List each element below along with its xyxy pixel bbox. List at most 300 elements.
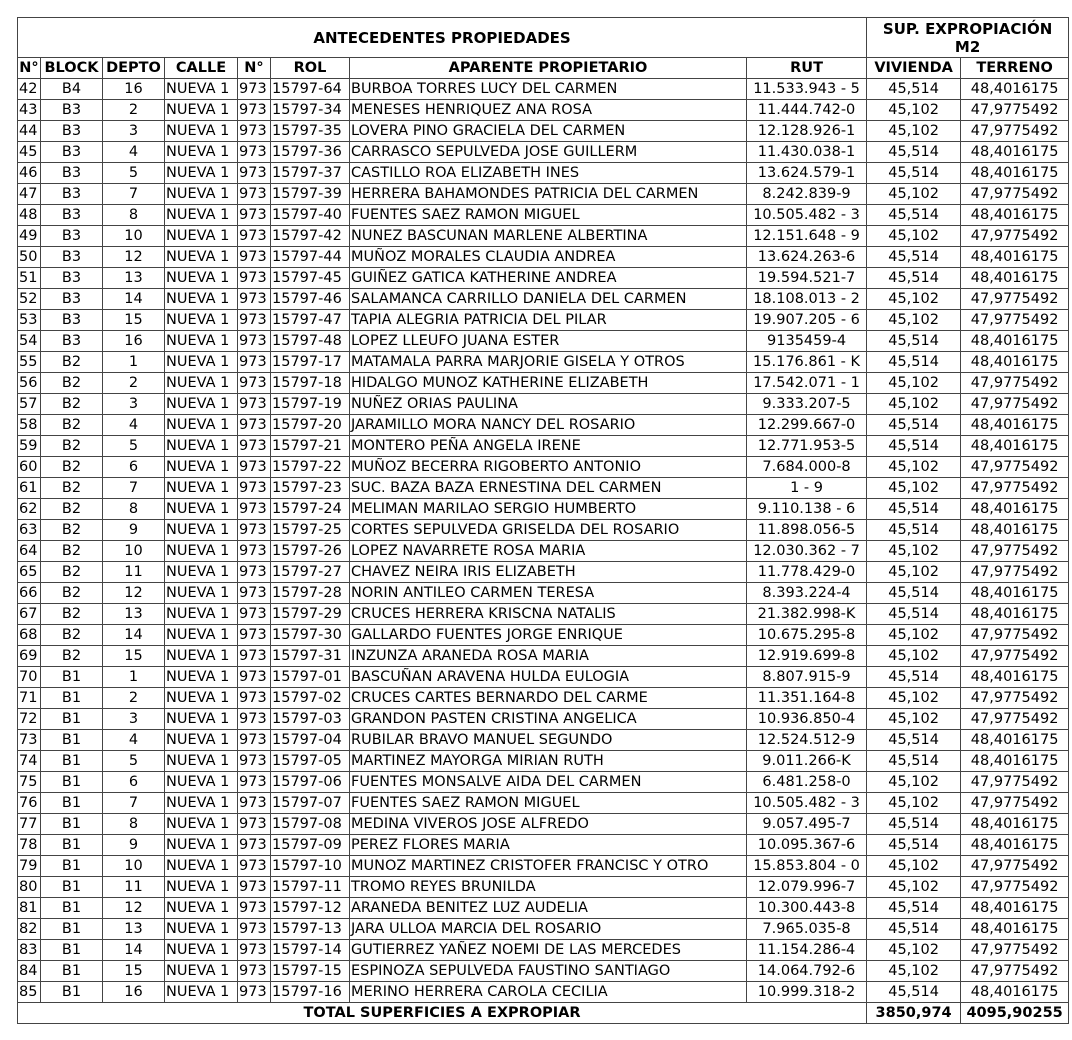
cell-calle: NUEVA 1: [165, 562, 238, 583]
cell-rut: 11.898.056-5: [747, 520, 867, 541]
cell-rol: 15797-22: [271, 457, 350, 478]
cell-num: 66: [18, 583, 41, 604]
cell-propietario: INZUNZA ARANEDA ROSA MARIA: [350, 646, 747, 667]
cell-terreno: 47,9775492: [961, 226, 1069, 247]
cell-propietario: NUNEZ BASCUNAN MARLENE ALBERTINA: [350, 226, 747, 247]
cell-calle: NUEVA 1: [165, 835, 238, 856]
table-row: [18, 310, 1069, 331]
cell-propietario: CRUCES CARTES BERNARDO DEL CARME: [350, 688, 747, 709]
cell-numero: 973: [238, 268, 271, 289]
cell-terreno: 48,4016175: [961, 205, 1069, 226]
cell-block: B2: [41, 478, 103, 499]
cell-block: B3: [41, 142, 103, 163]
table-body: [18, 79, 1069, 1003]
cell-rol: 15797-10: [271, 856, 350, 877]
cell-terreno: 48,4016175: [961, 352, 1069, 373]
cell-rut: 12.919.699-8: [747, 646, 867, 667]
cell-rol: 15797-09: [271, 835, 350, 856]
cell-propietario: GUTIERREZ YAÑEZ NOEMI DE LAS MERCEDES: [350, 940, 747, 961]
cell-vivienda: 45,102: [867, 562, 961, 583]
cell-terreno: 48,4016175: [961, 667, 1069, 688]
cell-terreno: 47,9775492: [961, 289, 1069, 310]
cell-block: B3: [41, 289, 103, 310]
table-row: [18, 478, 1069, 499]
table-row: [18, 751, 1069, 772]
cell-numero: 973: [238, 415, 271, 436]
cell-rol: 15797-40: [271, 205, 350, 226]
cell-block: B1: [41, 709, 103, 730]
cell-numero: 973: [238, 667, 271, 688]
table-row: [18, 457, 1069, 478]
cell-numero: 973: [238, 142, 271, 163]
cell-terreno: 48,4016175: [961, 520, 1069, 541]
cell-propietario: CARRASCO SEPULVEDA JOSE GUILLERM: [350, 142, 747, 163]
cell-terreno: 47,9775492: [961, 940, 1069, 961]
cell-vivienda: 45,514: [867, 982, 961, 1003]
cell-rol: 15797-46: [271, 289, 350, 310]
cell-vivienda: 45,102: [867, 226, 961, 247]
cell-num: 48: [18, 205, 41, 226]
cell-terreno: 47,9775492: [961, 121, 1069, 142]
cell-numero: 973: [238, 352, 271, 373]
table-row: [18, 541, 1069, 562]
cell-terreno: 48,4016175: [961, 730, 1069, 751]
cell-depto: 11: [103, 562, 165, 583]
cell-terreno: 48,4016175: [961, 751, 1069, 772]
cell-block: B2: [41, 373, 103, 394]
cell-rol: 15797-44: [271, 247, 350, 268]
cell-numero: 973: [238, 772, 271, 793]
cell-depto: 13: [103, 604, 165, 625]
table-row: [18, 163, 1069, 184]
cell-calle: NUEVA 1: [165, 331, 238, 352]
table-row: [18, 688, 1069, 709]
cell-vivienda: 45,514: [867, 898, 961, 919]
column-header-num: N°: [18, 58, 41, 79]
cell-calle: NUEVA 1: [165, 814, 238, 835]
cell-depto: 2: [103, 688, 165, 709]
cell-block: B1: [41, 793, 103, 814]
cell-numero: 973: [238, 394, 271, 415]
cell-depto: 16: [103, 982, 165, 1003]
cell-numero: 973: [238, 814, 271, 835]
cell-numero: 973: [238, 373, 271, 394]
cell-num: 51: [18, 268, 41, 289]
cell-rol: 15797-01: [271, 667, 350, 688]
cell-rut: 10.675.295-8: [747, 625, 867, 646]
cell-depto: 11: [103, 877, 165, 898]
cell-block: B1: [41, 877, 103, 898]
table-row: [18, 352, 1069, 373]
cell-depto: 10: [103, 541, 165, 562]
column-header-propietario: APARENTE PROPIETARIO: [350, 58, 747, 79]
cell-vivienda: 45,514: [867, 79, 961, 100]
cell-rut: 10.505.482 - 3: [747, 205, 867, 226]
cell-calle: NUEVA 1: [165, 79, 238, 100]
cell-num: 68: [18, 625, 41, 646]
cell-vivienda: 45,102: [867, 457, 961, 478]
cell-rut: 9.110.138 - 6: [747, 499, 867, 520]
cell-propietario: NORIN ANTILEO CARMEN TERESA: [350, 583, 747, 604]
cell-rut: 21.382.998-K: [747, 604, 867, 625]
cell-propietario: BURBOA TORRES LUCY DEL CARMEN: [350, 79, 747, 100]
cell-calle: NUEVA 1: [165, 583, 238, 604]
cell-rut: 13.624.263-6: [747, 247, 867, 268]
cell-block: B1: [41, 688, 103, 709]
cell-propietario: GRANDON PASTEN CRISTINA ANGELICA: [350, 709, 747, 730]
cell-vivienda: 45,514: [867, 331, 961, 352]
column-header-numero: N°: [238, 58, 271, 79]
total-vivienda: 3850,974: [867, 1003, 961, 1024]
cell-calle: NUEVA 1: [165, 268, 238, 289]
cell-propietario: MARTINEZ MAYORGA MIRIAN RUTH: [350, 751, 747, 772]
cell-rol: 15797-17: [271, 352, 350, 373]
table-row: [18, 625, 1069, 646]
cell-num: 55: [18, 352, 41, 373]
cell-calle: NUEVA 1: [165, 310, 238, 331]
cell-calle: NUEVA 1: [165, 394, 238, 415]
cell-calle: NUEVA 1: [165, 625, 238, 646]
cell-depto: 3: [103, 709, 165, 730]
cell-depto: 12: [103, 247, 165, 268]
cell-vivienda: 45,514: [867, 751, 961, 772]
cell-depto: 8: [103, 205, 165, 226]
cell-calle: NUEVA 1: [165, 961, 238, 982]
total-label: TOTAL SUPERFICIES A EXPROPIAR: [18, 1003, 867, 1024]
cell-numero: 973: [238, 121, 271, 142]
cell-num: 46: [18, 163, 41, 184]
cell-terreno: 47,9775492: [961, 772, 1069, 793]
cell-propietario: CORTES SEPULVEDA GRISELDA DEL ROSARIO: [350, 520, 747, 541]
cell-terreno: 48,4016175: [961, 247, 1069, 268]
cell-block: B3: [41, 310, 103, 331]
cell-num: 61: [18, 478, 41, 499]
cell-num: 60: [18, 457, 41, 478]
table-row: [18, 814, 1069, 835]
cell-terreno: 47,9775492: [961, 373, 1069, 394]
table-row: [18, 562, 1069, 583]
cell-rol: 15797-35: [271, 121, 350, 142]
cell-propietario: HIDALGO MUNOZ KATHERINE ELIZABETH: [350, 373, 747, 394]
cell-vivienda: 45,102: [867, 541, 961, 562]
cell-propietario: MELIMAN MARILAO SERGIO HUMBERTO: [350, 499, 747, 520]
cell-num: 49: [18, 226, 41, 247]
cell-propietario: BASCUÑAN ARAVENA HULDA EULOGIA: [350, 667, 747, 688]
cell-numero: 973: [238, 646, 271, 667]
cell-rol: 15797-14: [271, 940, 350, 961]
cell-numero: 973: [238, 793, 271, 814]
cell-vivienda: 45,102: [867, 961, 961, 982]
cell-num: 73: [18, 730, 41, 751]
table-row: [18, 793, 1069, 814]
cell-rol: 15797-45: [271, 268, 350, 289]
cell-depto: 8: [103, 499, 165, 520]
table-row: [18, 79, 1069, 100]
cell-vivienda: 45,102: [867, 121, 961, 142]
cell-rol: 15797-02: [271, 688, 350, 709]
cell-vivienda: 45,514: [867, 268, 961, 289]
column-header-rol: ROL: [271, 58, 350, 79]
cell-numero: 973: [238, 331, 271, 352]
total-terreno: 4095,90255: [961, 1003, 1069, 1024]
cell-depto: 15: [103, 310, 165, 331]
cell-depto: 5: [103, 436, 165, 457]
properties-table: [17, 17, 1069, 1024]
cell-num: 42: [18, 79, 41, 100]
cell-numero: 973: [238, 541, 271, 562]
cell-num: 44: [18, 121, 41, 142]
cell-vivienda: 45,102: [867, 877, 961, 898]
cell-calle: NUEVA 1: [165, 121, 238, 142]
cell-calle: NUEVA 1: [165, 667, 238, 688]
cell-block: B2: [41, 352, 103, 373]
cell-terreno: 48,4016175: [961, 835, 1069, 856]
cell-propietario: MUÑOZ MORALES CLAUDIA ANDREA: [350, 247, 747, 268]
cell-block: B1: [41, 898, 103, 919]
cell-propietario: HERRERA BAHAMONDES PATRICIA DEL CARMEN: [350, 184, 747, 205]
cell-depto: 6: [103, 772, 165, 793]
cell-terreno: 48,4016175: [961, 898, 1069, 919]
cell-rut: 15.176.861 - K: [747, 352, 867, 373]
cell-terreno: 47,9775492: [961, 877, 1069, 898]
cell-calle: NUEVA 1: [165, 205, 238, 226]
cell-num: 53: [18, 310, 41, 331]
cell-terreno: 47,9775492: [961, 709, 1069, 730]
cell-block: B3: [41, 247, 103, 268]
cell-num: 78: [18, 835, 41, 856]
cell-rut: 9.333.207-5: [747, 394, 867, 415]
cell-block: B1: [41, 982, 103, 1003]
cell-block: B2: [41, 415, 103, 436]
cell-rut: 7.684.000-8: [747, 457, 867, 478]
cell-rut: 1 - 9: [747, 478, 867, 499]
cell-rol: 15797-05: [271, 751, 350, 772]
cell-rol: 15797-15: [271, 961, 350, 982]
cell-numero: 973: [238, 100, 271, 121]
cell-num: 62: [18, 499, 41, 520]
cell-block: B3: [41, 184, 103, 205]
cell-num: 59: [18, 436, 41, 457]
cell-propietario: RUBILAR BRAVO MANUEL SEGUNDO: [350, 730, 747, 751]
table-row: [18, 436, 1069, 457]
cell-rol: 15797-07: [271, 793, 350, 814]
table-row: [18, 289, 1069, 310]
cell-calle: NUEVA 1: [165, 499, 238, 520]
cell-propietario: FUENTES MONSALVE AIDA DEL CARMEN: [350, 772, 747, 793]
cell-calle: NUEVA 1: [165, 709, 238, 730]
cell-vivienda: 45,102: [867, 478, 961, 499]
cell-rut: 11.533.943 - 5: [747, 79, 867, 100]
cell-numero: 973: [238, 730, 271, 751]
cell-calle: NUEVA 1: [165, 541, 238, 562]
cell-block: B2: [41, 436, 103, 457]
cell-num: 64: [18, 541, 41, 562]
cell-vivienda: 45,514: [867, 499, 961, 520]
cell-vivienda: 45,514: [867, 520, 961, 541]
cell-block: B2: [41, 646, 103, 667]
cell-numero: 973: [238, 856, 271, 877]
cell-rol: 15797-42: [271, 226, 350, 247]
cell-calle: NUEVA 1: [165, 688, 238, 709]
table-row: [18, 940, 1069, 961]
cell-num: 77: [18, 814, 41, 835]
cell-terreno: 48,4016175: [961, 142, 1069, 163]
cell-rol: 15797-34: [271, 100, 350, 121]
cell-numero: 973: [238, 457, 271, 478]
cell-propietario: JARA ULLOA MARCIA DEL ROSARIO: [350, 919, 747, 940]
cell-rut: 18.108.013 - 2: [747, 289, 867, 310]
cell-vivienda: 45,102: [867, 709, 961, 730]
cell-calle: NUEVA 1: [165, 751, 238, 772]
cell-numero: 973: [238, 163, 271, 184]
cell-num: 85: [18, 982, 41, 1003]
cell-num: 47: [18, 184, 41, 205]
cell-numero: 973: [238, 79, 271, 100]
cell-calle: NUEVA 1: [165, 856, 238, 877]
cell-depto: 9: [103, 835, 165, 856]
cell-depto: 14: [103, 289, 165, 310]
cell-numero: 973: [238, 184, 271, 205]
cell-propietario: LOPEZ LLEUFO JUANA ESTER: [350, 331, 747, 352]
cell-propietario: LOVERA PINO GRACIELA DEL CARMEN: [350, 121, 747, 142]
cell-vivienda: 45,514: [867, 667, 961, 688]
cell-vivienda: 45,102: [867, 646, 961, 667]
cell-vivienda: 45,102: [867, 772, 961, 793]
cell-numero: 973: [238, 688, 271, 709]
cell-block: B2: [41, 583, 103, 604]
cell-depto: 15: [103, 646, 165, 667]
cell-rol: 15797-18: [271, 373, 350, 394]
cell-num: 50: [18, 247, 41, 268]
cell-rut: 12.299.667-0: [747, 415, 867, 436]
table-row: [18, 121, 1069, 142]
cell-rut: 11.778.429-0: [747, 562, 867, 583]
cell-rut: 15.853.804 - 0: [747, 856, 867, 877]
table-row: [18, 247, 1069, 268]
cell-depto: 2: [103, 100, 165, 121]
cell-calle: NUEVA 1: [165, 604, 238, 625]
table-row: [18, 226, 1069, 247]
cell-rut: 10.505.482 - 3: [747, 793, 867, 814]
table-row: [18, 331, 1069, 352]
cell-block: B2: [41, 562, 103, 583]
cell-rut: 7.965.035-8: [747, 919, 867, 940]
cell-rol: 15797-25: [271, 520, 350, 541]
cell-propietario: NUÑEZ ORIAS PAULINA: [350, 394, 747, 415]
table-row: [18, 373, 1069, 394]
cell-numero: 973: [238, 940, 271, 961]
cell-propietario: MENESES HENRIQUEZ ANA ROSA: [350, 100, 747, 121]
cell-rol: 15797-08: [271, 814, 350, 835]
cell-rut: 14.064.792-6: [747, 961, 867, 982]
cell-block: B2: [41, 499, 103, 520]
table-row: [18, 583, 1069, 604]
cell-terreno: 47,9775492: [961, 541, 1069, 562]
cell-calle: NUEVA 1: [165, 919, 238, 940]
cell-rut: 8.807.915-9: [747, 667, 867, 688]
column-header-rut: RUT: [747, 58, 867, 79]
cell-numero: 973: [238, 310, 271, 331]
cell-rut: 12.030.362 - 7: [747, 541, 867, 562]
cell-terreno: 47,9775492: [961, 625, 1069, 646]
cell-terreno: 47,9775492: [961, 310, 1069, 331]
table-row: [18, 415, 1069, 436]
cell-block: B3: [41, 205, 103, 226]
table-row: [18, 667, 1069, 688]
total-row: [18, 1003, 1069, 1024]
cell-rut: 6.481.258-0: [747, 772, 867, 793]
cell-depto: 7: [103, 793, 165, 814]
cell-rol: 15797-11: [271, 877, 350, 898]
cell-depto: 8: [103, 814, 165, 835]
cell-rut: 13.624.579-1: [747, 163, 867, 184]
cell-terreno: 48,4016175: [961, 79, 1069, 100]
cell-depto: 2: [103, 373, 165, 394]
cell-numero: 973: [238, 625, 271, 646]
cell-num: 65: [18, 562, 41, 583]
cell-calle: NUEVA 1: [165, 940, 238, 961]
cell-numero: 973: [238, 982, 271, 1003]
cell-rut: 11.154.286-4: [747, 940, 867, 961]
cell-terreno: 48,4016175: [961, 415, 1069, 436]
cell-terreno: 47,9775492: [961, 394, 1069, 415]
cell-numero: 973: [238, 709, 271, 730]
cell-block: B1: [41, 667, 103, 688]
cell-rol: 15797-23: [271, 478, 350, 499]
cell-numero: 973: [238, 898, 271, 919]
cell-num: 43: [18, 100, 41, 121]
column-header-block: BLOCK: [41, 58, 103, 79]
cell-rol: 15797-37: [271, 163, 350, 184]
cell-rut: 10.999.318-2: [747, 982, 867, 1003]
cell-block: B1: [41, 919, 103, 940]
cell-numero: 973: [238, 562, 271, 583]
cell-terreno: 48,4016175: [961, 604, 1069, 625]
cell-block: B1: [41, 772, 103, 793]
cell-num: 56: [18, 373, 41, 394]
cell-rol: 15797-12: [271, 898, 350, 919]
cell-block: B3: [41, 268, 103, 289]
cell-propietario: SALAMANCA CARRILLO DANIELA DEL CARMEN: [350, 289, 747, 310]
cell-block: B3: [41, 163, 103, 184]
cell-block: B1: [41, 835, 103, 856]
cell-rol: 15797-03: [271, 709, 350, 730]
cell-rut: 12.151.648 - 9: [747, 226, 867, 247]
cell-terreno: 47,9775492: [961, 184, 1069, 205]
cell-rut: 17.542.071 - 1: [747, 373, 867, 394]
cell-terreno: 48,4016175: [961, 982, 1069, 1003]
cell-depto: 5: [103, 163, 165, 184]
cell-numero: 973: [238, 835, 271, 856]
cell-rol: 15797-36: [271, 142, 350, 163]
cell-num: 79: [18, 856, 41, 877]
cell-propietario: FUENTES SAEZ RAMON MIGUEL: [350, 793, 747, 814]
cell-numero: 973: [238, 436, 271, 457]
cell-propietario: GALLARDO FUENTES JORGE ENRIQUE: [350, 625, 747, 646]
table-row: [18, 205, 1069, 226]
cell-num: 75: [18, 772, 41, 793]
cell-calle: NUEVA 1: [165, 793, 238, 814]
cell-vivienda: 45,514: [867, 415, 961, 436]
cell-calle: NUEVA 1: [165, 415, 238, 436]
cell-rol: 15797-64: [271, 79, 350, 100]
table-row: [18, 709, 1069, 730]
cell-num: 72: [18, 709, 41, 730]
cell-rut: 11.444.742-0: [747, 100, 867, 121]
cell-propietario: MEDINA VIVEROS JOSE ALFREDO: [350, 814, 747, 835]
column-header-calle: CALLE: [165, 58, 238, 79]
cell-rut: 9135459-4: [747, 331, 867, 352]
